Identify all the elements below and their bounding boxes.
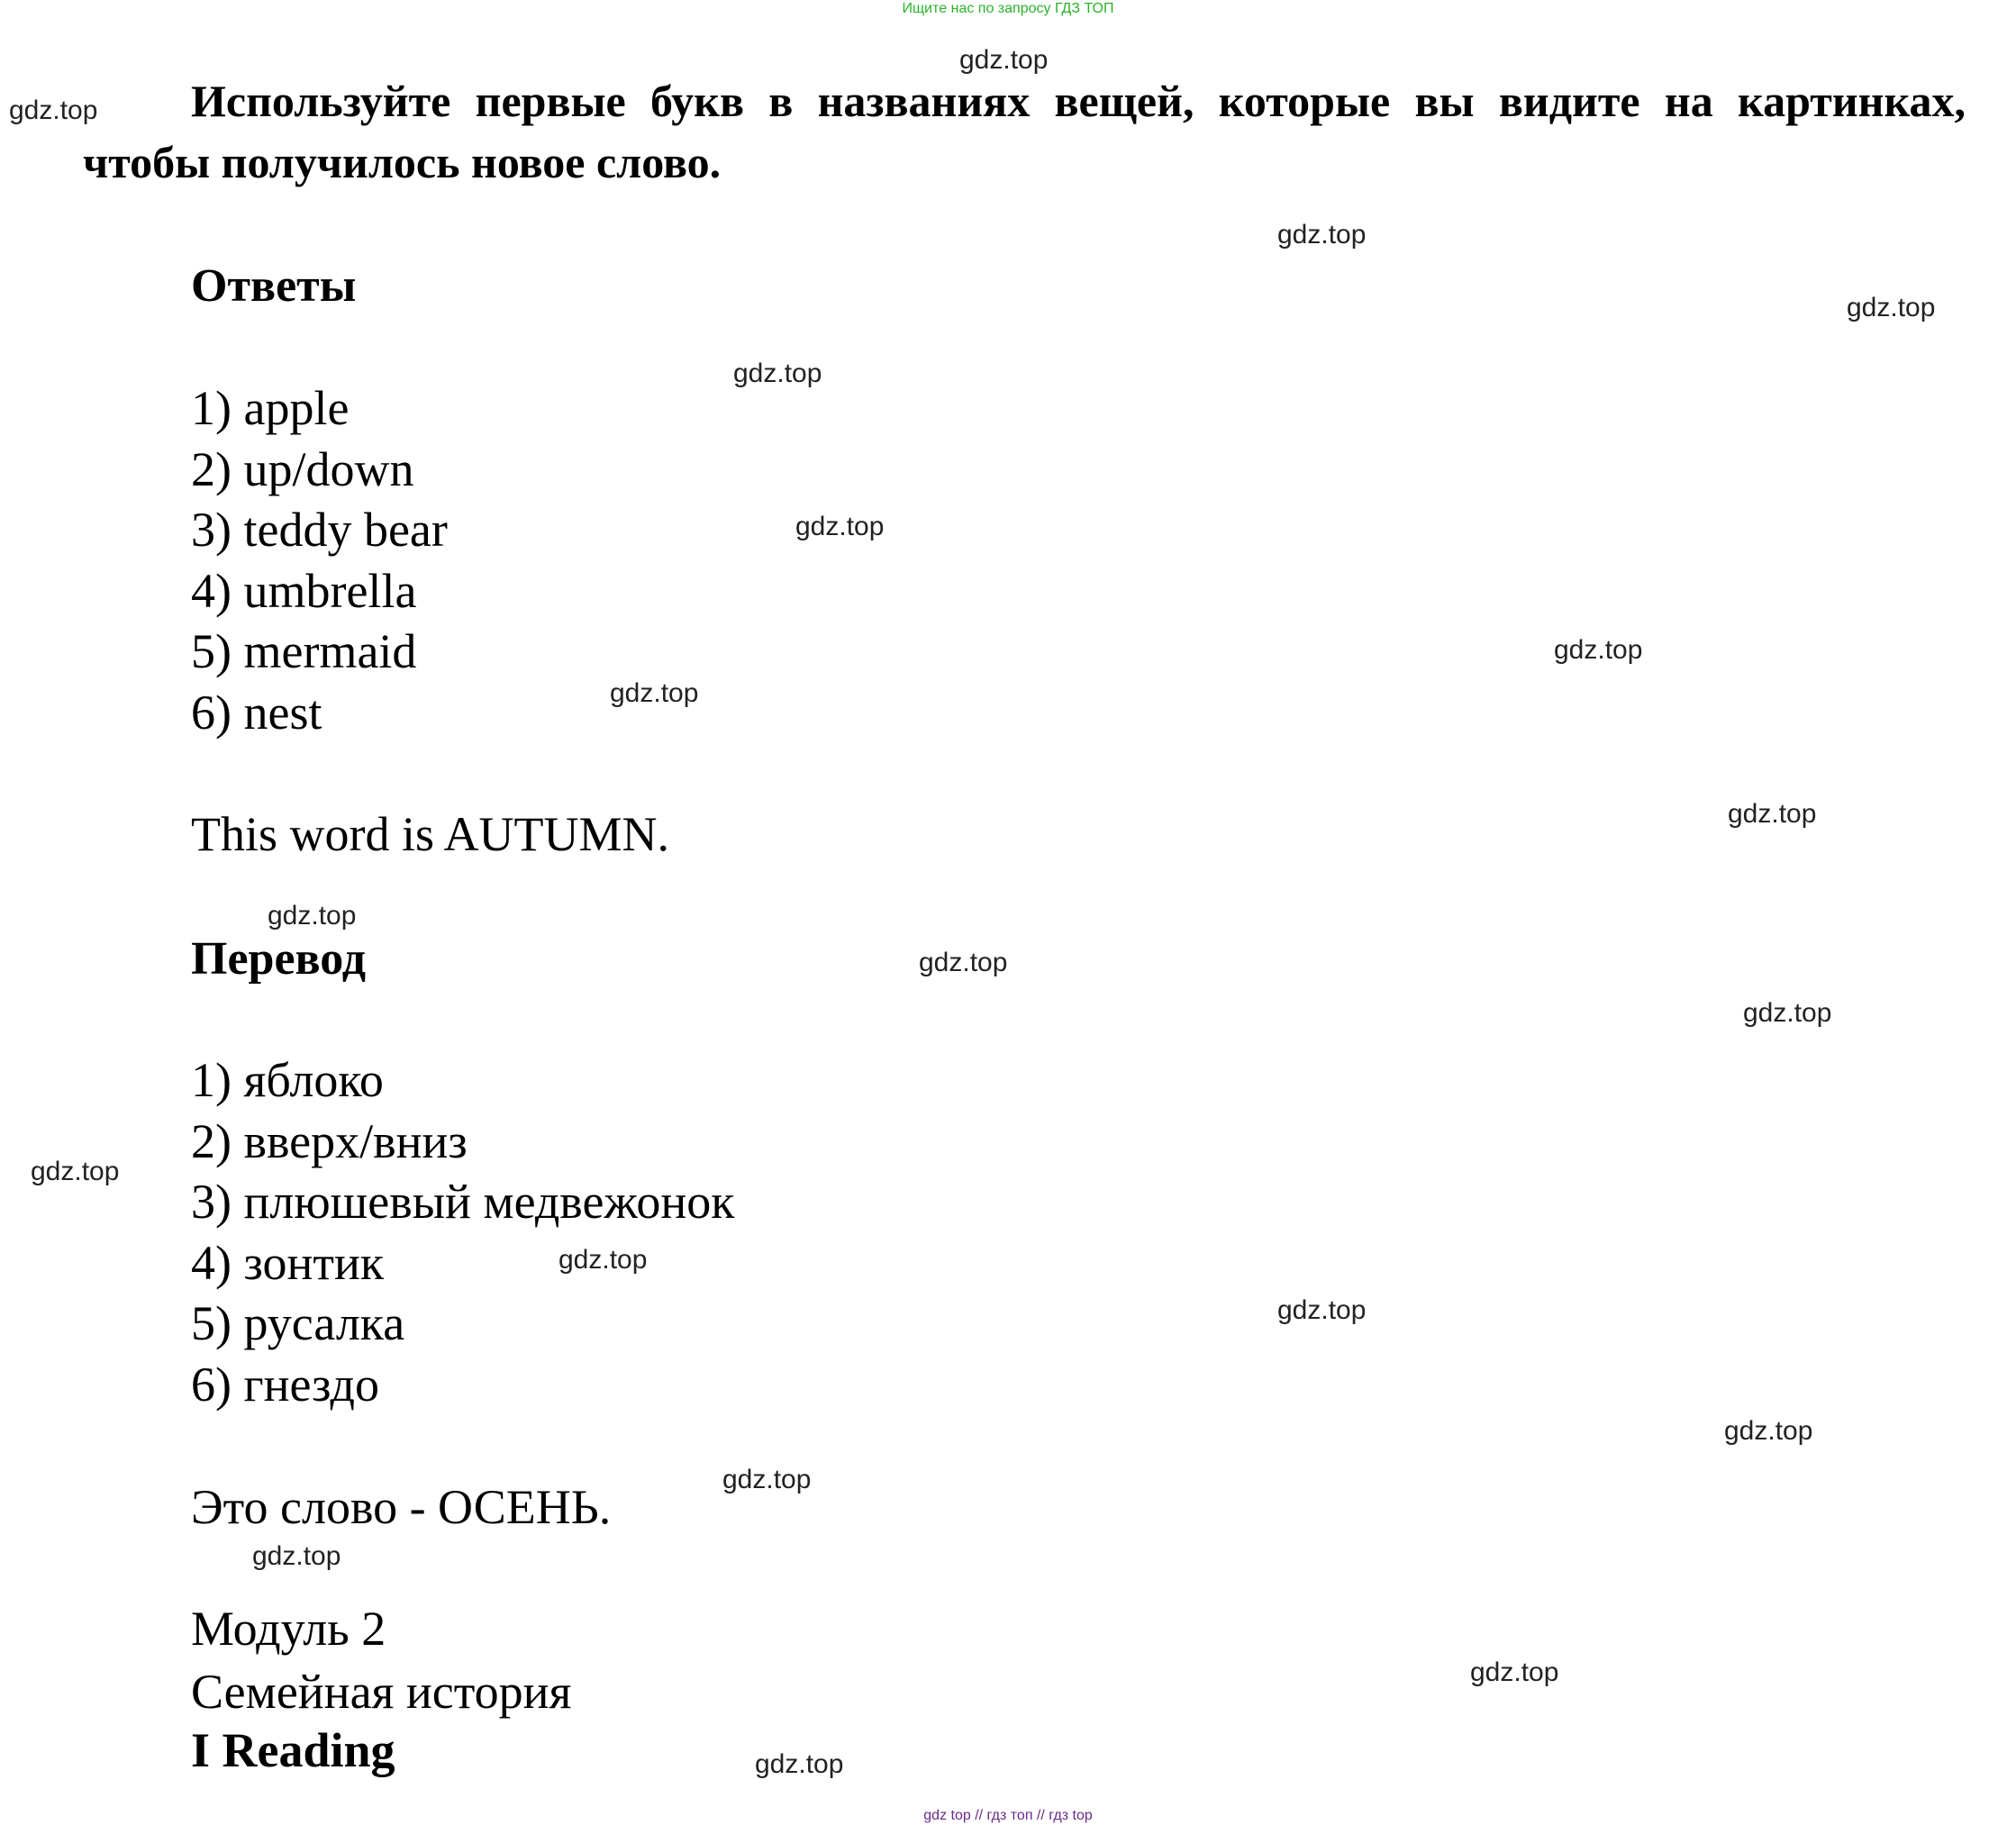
watermark: gdz.top <box>9 95 98 125</box>
watermark: gdz.top <box>31 1157 120 1186</box>
section-heading: I Reading <box>191 1723 395 1777</box>
translation-heading: Перевод <box>191 933 367 985</box>
answer-item: 6) nest <box>191 685 322 740</box>
watermark: gdz.top <box>1847 293 1936 322</box>
answer-item: 1) apple <box>191 381 350 435</box>
answer-item: 4) umbrella <box>191 563 417 618</box>
translation-item: 5) русалка <box>191 1296 405 1350</box>
watermark: gdz.top <box>959 45 1049 75</box>
translation-item: 6) гнездо <box>191 1357 379 1412</box>
answers-heading: Ответы <box>191 260 357 312</box>
watermark: gdz.top <box>795 512 885 541</box>
watermark: gdz.top <box>722 1465 812 1494</box>
watermark: gdz.top <box>252 1541 341 1571</box>
watermark: gdz.top <box>919 948 1008 977</box>
watermark: gdz.top <box>1724 1416 1813 1446</box>
watermark: gdz.top <box>1277 1295 1367 1325</box>
watermark: gdz.top <box>1470 1657 1559 1687</box>
watermark: gdz.top <box>610 678 699 708</box>
bottom-banner[interactable]: gdz top // гдз топ // гдз top <box>923 1808 1093 1823</box>
answer-item: 5) mermaid <box>191 624 417 678</box>
translation-item: 2) вверх/вниз <box>191 1113 468 1168</box>
module-title: Модуль 2 <box>191 1602 386 1656</box>
answer-item: 2) up/down <box>191 441 414 496</box>
translation-item: 3) плюшевый медвежонок <box>191 1175 735 1229</box>
answers-list <box>191 378 448 743</box>
translation-list <box>191 1050 735 1415</box>
answer-result: This word is AUTUMN. <box>191 807 670 861</box>
watermark: gdz.top <box>1277 220 1367 250</box>
watermark: gdz.top <box>1728 799 1817 829</box>
watermark: gdz.top <box>733 359 822 388</box>
watermark: gdz.top <box>1743 998 1832 1028</box>
answer-item: 3) teddy bear <box>191 503 448 557</box>
watermark: gdz.top <box>558 1245 648 1275</box>
module-topic: Семейная история <box>191 1665 572 1719</box>
top-banner[interactable]: Ищите нас по запросу ГДЗ ТОП <box>902 1 1114 16</box>
translation-item: 4) зонтик <box>191 1235 385 1290</box>
translation-result: Это слово - ОСЕНЬ. <box>191 1480 612 1534</box>
translation-item: 1) яблоко <box>191 1053 384 1107</box>
watermark: gdz.top <box>268 901 357 931</box>
watermark: gdz.top <box>1554 635 1643 665</box>
task-instruction: Используйте первые букв в названиях вещей, которые вы видите на картинках, чтобы получилось новое слово. <box>83 76 1966 187</box>
watermark: gdz.top <box>755 1749 844 1779</box>
